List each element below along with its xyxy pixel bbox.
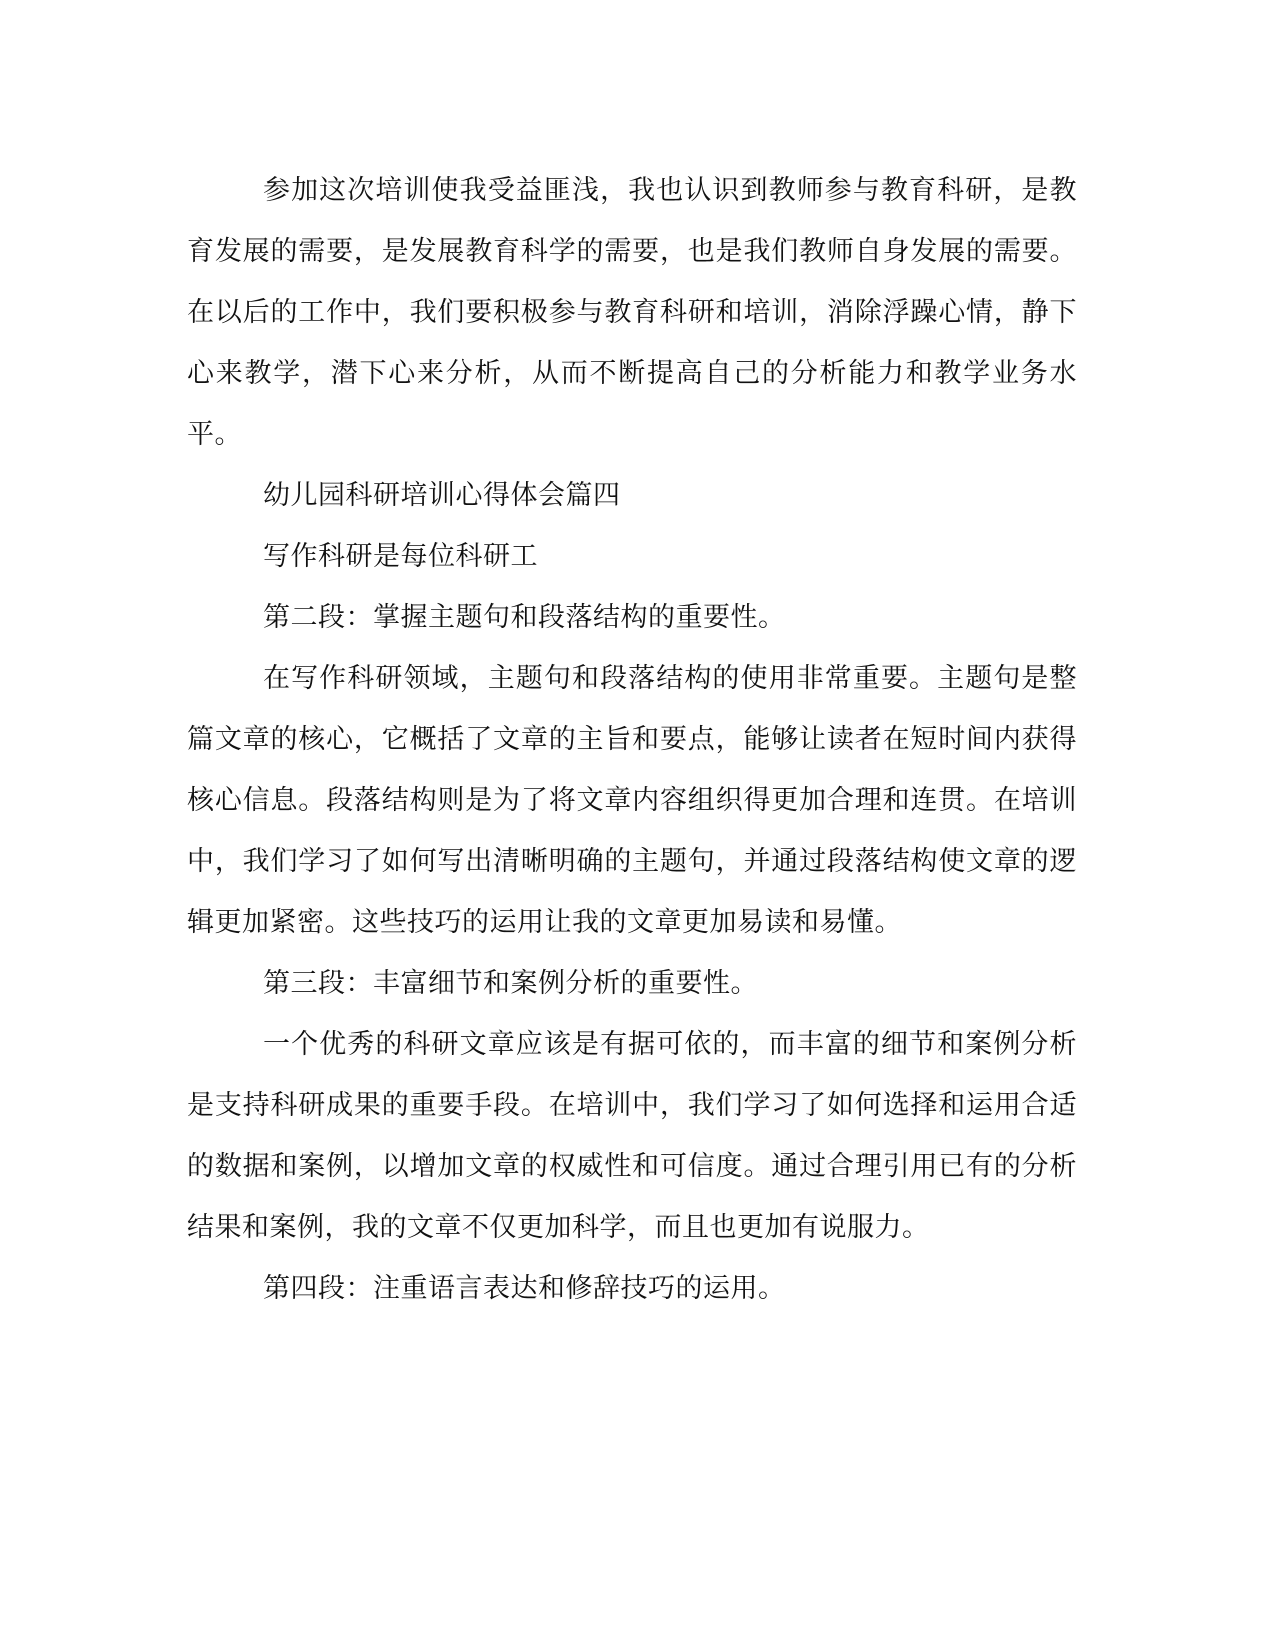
paragraph-details-cases: 一个优秀的科研文章应该是有据可依的，而丰富的细节和案例分析是支持科研成果的重要手段。在培训中，我们学习了如何选择和运用合适的数据和案例，以增加文章的权威性和可信度。通过合理引用已有的分析结果和案例，我的文章不仅更加科学，而且也更加有说服力。 [187,1029,1077,1243]
document-body [187,160,1077,1319]
paragraph-topic-sentence: 在写作科研领域，主题句和段落结构的使用非常重要。主题句是整篇文章的核心，它概括了文章的主旨和要点，能够让读者在短时间内获得核心信息。段落结构则是为了将文章内容组织得更加合理和连贯。在培训中，我们学习了如何写出清晰明确的主题句，并通过段落结构使文章的逻辑更加紧密。这些技巧的运用让我的文章更加易读和易懂。 [187,663,1077,938]
paragraph-intro-fragment: 写作科研是每位科研工 [263,541,538,572]
paragraph-training-benefits: 参加这次培训使我受益匪浅，我也认识到教师参与教育科研，是教育发展的需要，是发展教育科学的需要，也是我们教师自身发展的需要。在以后的工作中，我们要积极参与教育科研和培训，消除浮躁心情，静下心来教学，潜下心来分析，从而不断提高自己的分析能力和教学业务水平。 [187,175,1077,450]
section-heading-third: 第三段：丰富细节和案例分析的重要性。 [263,968,758,999]
section-heading-fourth: 第四段：注重语言表达和修辞技巧的运用。 [263,1273,786,1304]
section-heading-second: 第二段：掌握主题句和段落结构的重要性。 [263,602,786,633]
section-heading-part-four: 幼儿园科研培训心得体会篇四 [263,480,621,511]
